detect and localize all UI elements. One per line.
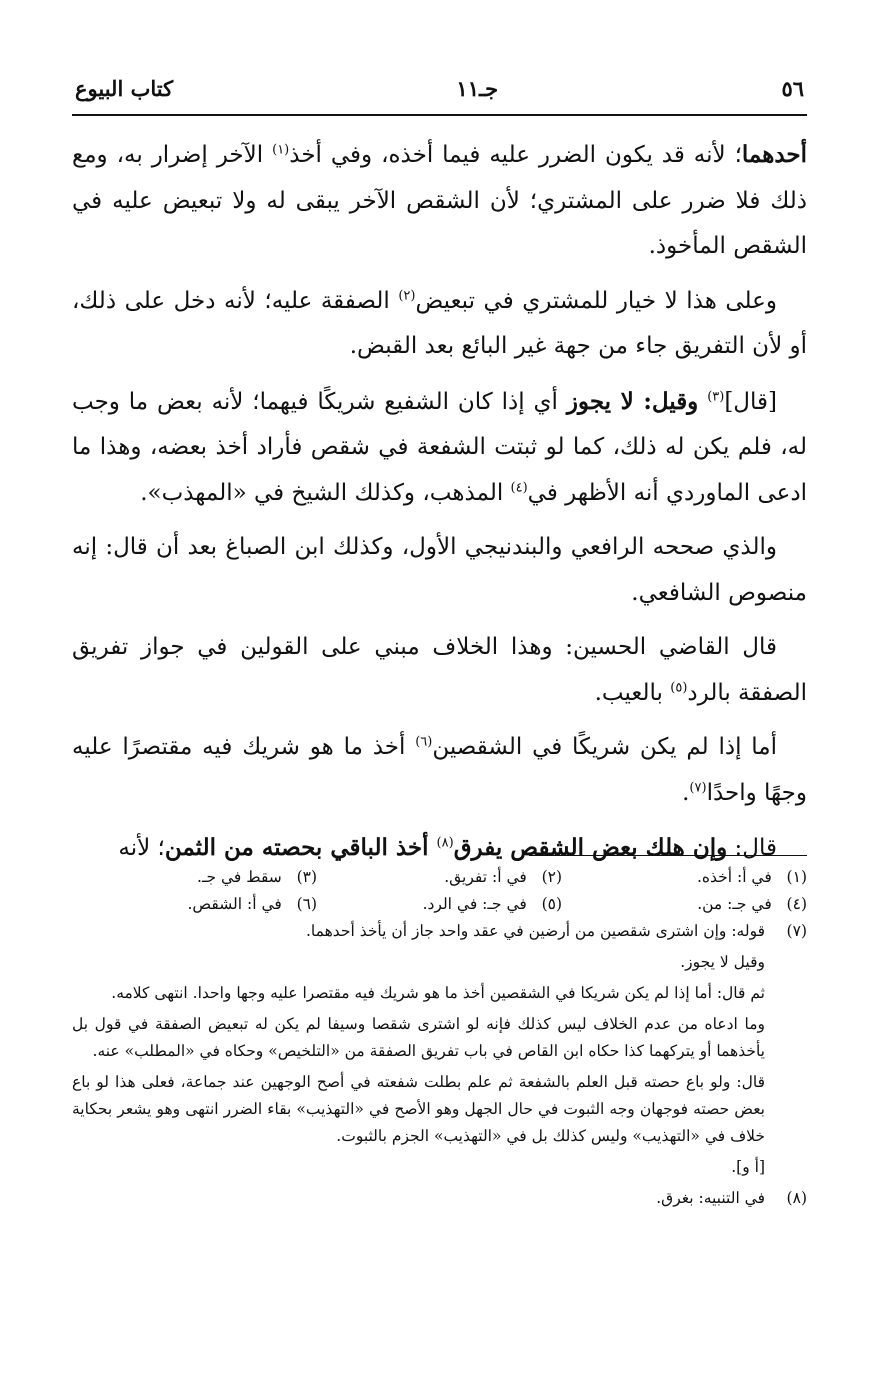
text-run: . <box>682 779 690 806</box>
footnote-4 <box>562 891 807 918</box>
footnote-ref: (١) <box>272 142 290 158</box>
footnote-paragraph: ثم قال: أما إذا لم يكن شريكا في الشقصين أخذ ما هو شريك فيه مقتصرا عليه وجها واحدا. انتهى كلامه. <box>111 984 765 1002</box>
paragraph-5 <box>72 625 807 716</box>
bold-lead: أحدهما <box>741 141 808 168</box>
text-run: الآخر إضرار به، ومع ذلك فلا ضرر على المشتري؛ لأن الشقص الآخر يبقى له ولا تبعيض عليه في الشقص المأخوذ. <box>72 142 807 259</box>
footnote-8 <box>72 1185 807 1216</box>
paragraph-2 <box>72 279 807 370</box>
page-header <box>75 66 804 110</box>
text-run: ؛ لأنه قد يكون الضرر عليه فيما أخذه، وفي أخذ <box>289 142 742 168</box>
footnote-number: (٨) <box>786 1189 807 1207</box>
footnote-paragraph: [أ و]. <box>731 1158 765 1176</box>
text-run: بالعيب. <box>594 679 671 706</box>
bold-phrase: وقيل: لا يجوز <box>566 387 699 415</box>
text-run: قال: <box>727 835 777 861</box>
bold-phrase: أخذ الباقي بحصته من الثمن <box>164 834 437 861</box>
footnote-2 <box>317 864 562 891</box>
footnote-number: (٥) <box>541 895 563 913</box>
footnote-number: (٦) <box>296 895 318 913</box>
paragraph-6 <box>72 725 807 816</box>
footnote-ref: (٣) <box>707 388 725 404</box>
paragraph-3 <box>72 379 807 517</box>
text-run: ؛ لأنه <box>118 835 165 861</box>
footnote-number: (٤) <box>786 895 807 913</box>
paragraph-4: والذي صححه الرافعي والبندنيجي الأول، وكذلك ابن الصباغ بعد أن قال: إنه منصوص الشافعي. <box>72 534 807 606</box>
paragraph-1 <box>72 132 807 270</box>
footnote-ref: (٦) <box>415 734 433 750</box>
footnote-number: (٣) <box>296 868 318 886</box>
text-run: أما إذا لم يكن شريكًا في الشقصين <box>432 734 777 760</box>
footnote-1 <box>562 864 807 891</box>
footnote-paragraph: قال: ولو باع حصته قبل العلم بالشفعة ثم علم بطلت شفعته في أصح الوجهين عند جماعة، فعلى هذا لو باع بعض حصته فوجهان وجه الثبوت في حال الجهل وهو الأصح في «التهذيب» بقاء الضرر انتهى وهو يشعر بحكاية خلاف في «التهذيب» وليس كذلك بل في «التهذيب» الجزم بالثبوت. <box>72 1073 765 1145</box>
text-run: وعلى هذا لا خيار للمشتري في تبعيض <box>415 287 777 314</box>
footnote-paragraph: قوله: وإن اشترى شقصين من أرضين في عقد واحد جاز أن يأخذ أحدهما. <box>305 922 765 940</box>
footnote-3 <box>72 864 317 891</box>
footnote-5 <box>317 891 562 918</box>
text-run: قال القاضي الحسين: وهذا الخلاف مبني على القولين في جواز تفريق الصفقة بالرد <box>72 634 807 706</box>
footnote-text: في أ: الشقص. <box>187 895 282 913</box>
header-rule <box>72 114 807 116</box>
footnote-paragraph: وما ادعاه من عدم الخلاف ليس كذلك فإنه لو اشترى شقصا وسيفا لم يكن له تبعيض الصفقة في قول بل يأخذهما أو يتركهما كذا حكاه ابن القاص في باب تفريق الصفقة من «التلخيص» وحكاه في «المطلب» عنه. <box>72 1015 765 1060</box>
footnote-ref: (٥) <box>670 679 688 695</box>
footnote-7 <box>72 918 807 1185</box>
footnote-rule <box>529 855 807 856</box>
text-run: [قال] <box>724 388 777 415</box>
text-run: الصفقة عليه؛ لأنه دخل على ذلك، أو لأن التفريق جاء من جهة غير البائع بعد القبض. <box>72 287 807 359</box>
footnote-paragraph: وقيل لا يجوز. <box>680 953 765 971</box>
footnotes <box>72 864 807 1216</box>
bold-phrase: وإن هلك بعض الشقص يفرق <box>453 834 728 861</box>
footnote-ref: (٢) <box>398 287 416 303</box>
volume-number: جـ١١ <box>456 75 499 101</box>
footnote-text: في أ: أخذه. <box>696 868 772 886</box>
footnote-body <box>72 918 765 1185</box>
page-number: ٥٦ <box>781 75 804 101</box>
short-footnotes <box>72 864 807 918</box>
footnote-text: في أ: تفريق. <box>444 868 527 886</box>
footnote-6 <box>72 891 317 918</box>
text-run: أخذ ما هو شريك فيه مقتصرًا عليه وجهًا واحدًا <box>72 734 807 806</box>
footnote-ref: (٤) <box>510 479 528 495</box>
footnote-body <box>72 1185 765 1216</box>
footnote-number: (٧) <box>786 922 807 940</box>
main-text <box>72 132 807 881</box>
footnote-text: سقط في جـ. <box>197 868 282 886</box>
text-run: المذهب، وكذلك الشيخ في «المهذب». <box>140 479 511 506</box>
text-run <box>698 389 707 415</box>
book-title: كتاب البيوع <box>75 75 174 101</box>
footnote-number: (١) <box>786 868 807 886</box>
footnote-text: في جـ: في الرد. <box>422 895 527 913</box>
footnote-ref: (٨) <box>436 835 454 851</box>
footnote-number: (٢) <box>541 868 563 886</box>
text-run: أي إذا كان الشفيع شريكًا فيهما؛ لأنه بعض ما وجب له، فلم يكن له ذلك، كما لو ثبتت الشفعة في شقص فأراد أخذ بعضه، وهذا ما ادعى الماوردي أنه الأظهر في <box>72 388 807 506</box>
footnote-paragraph: في التنبيه: بغرق. <box>656 1189 765 1207</box>
footnote-text: في جـ: من. <box>697 895 772 913</box>
footnote-ref: (٧) <box>689 779 707 795</box>
